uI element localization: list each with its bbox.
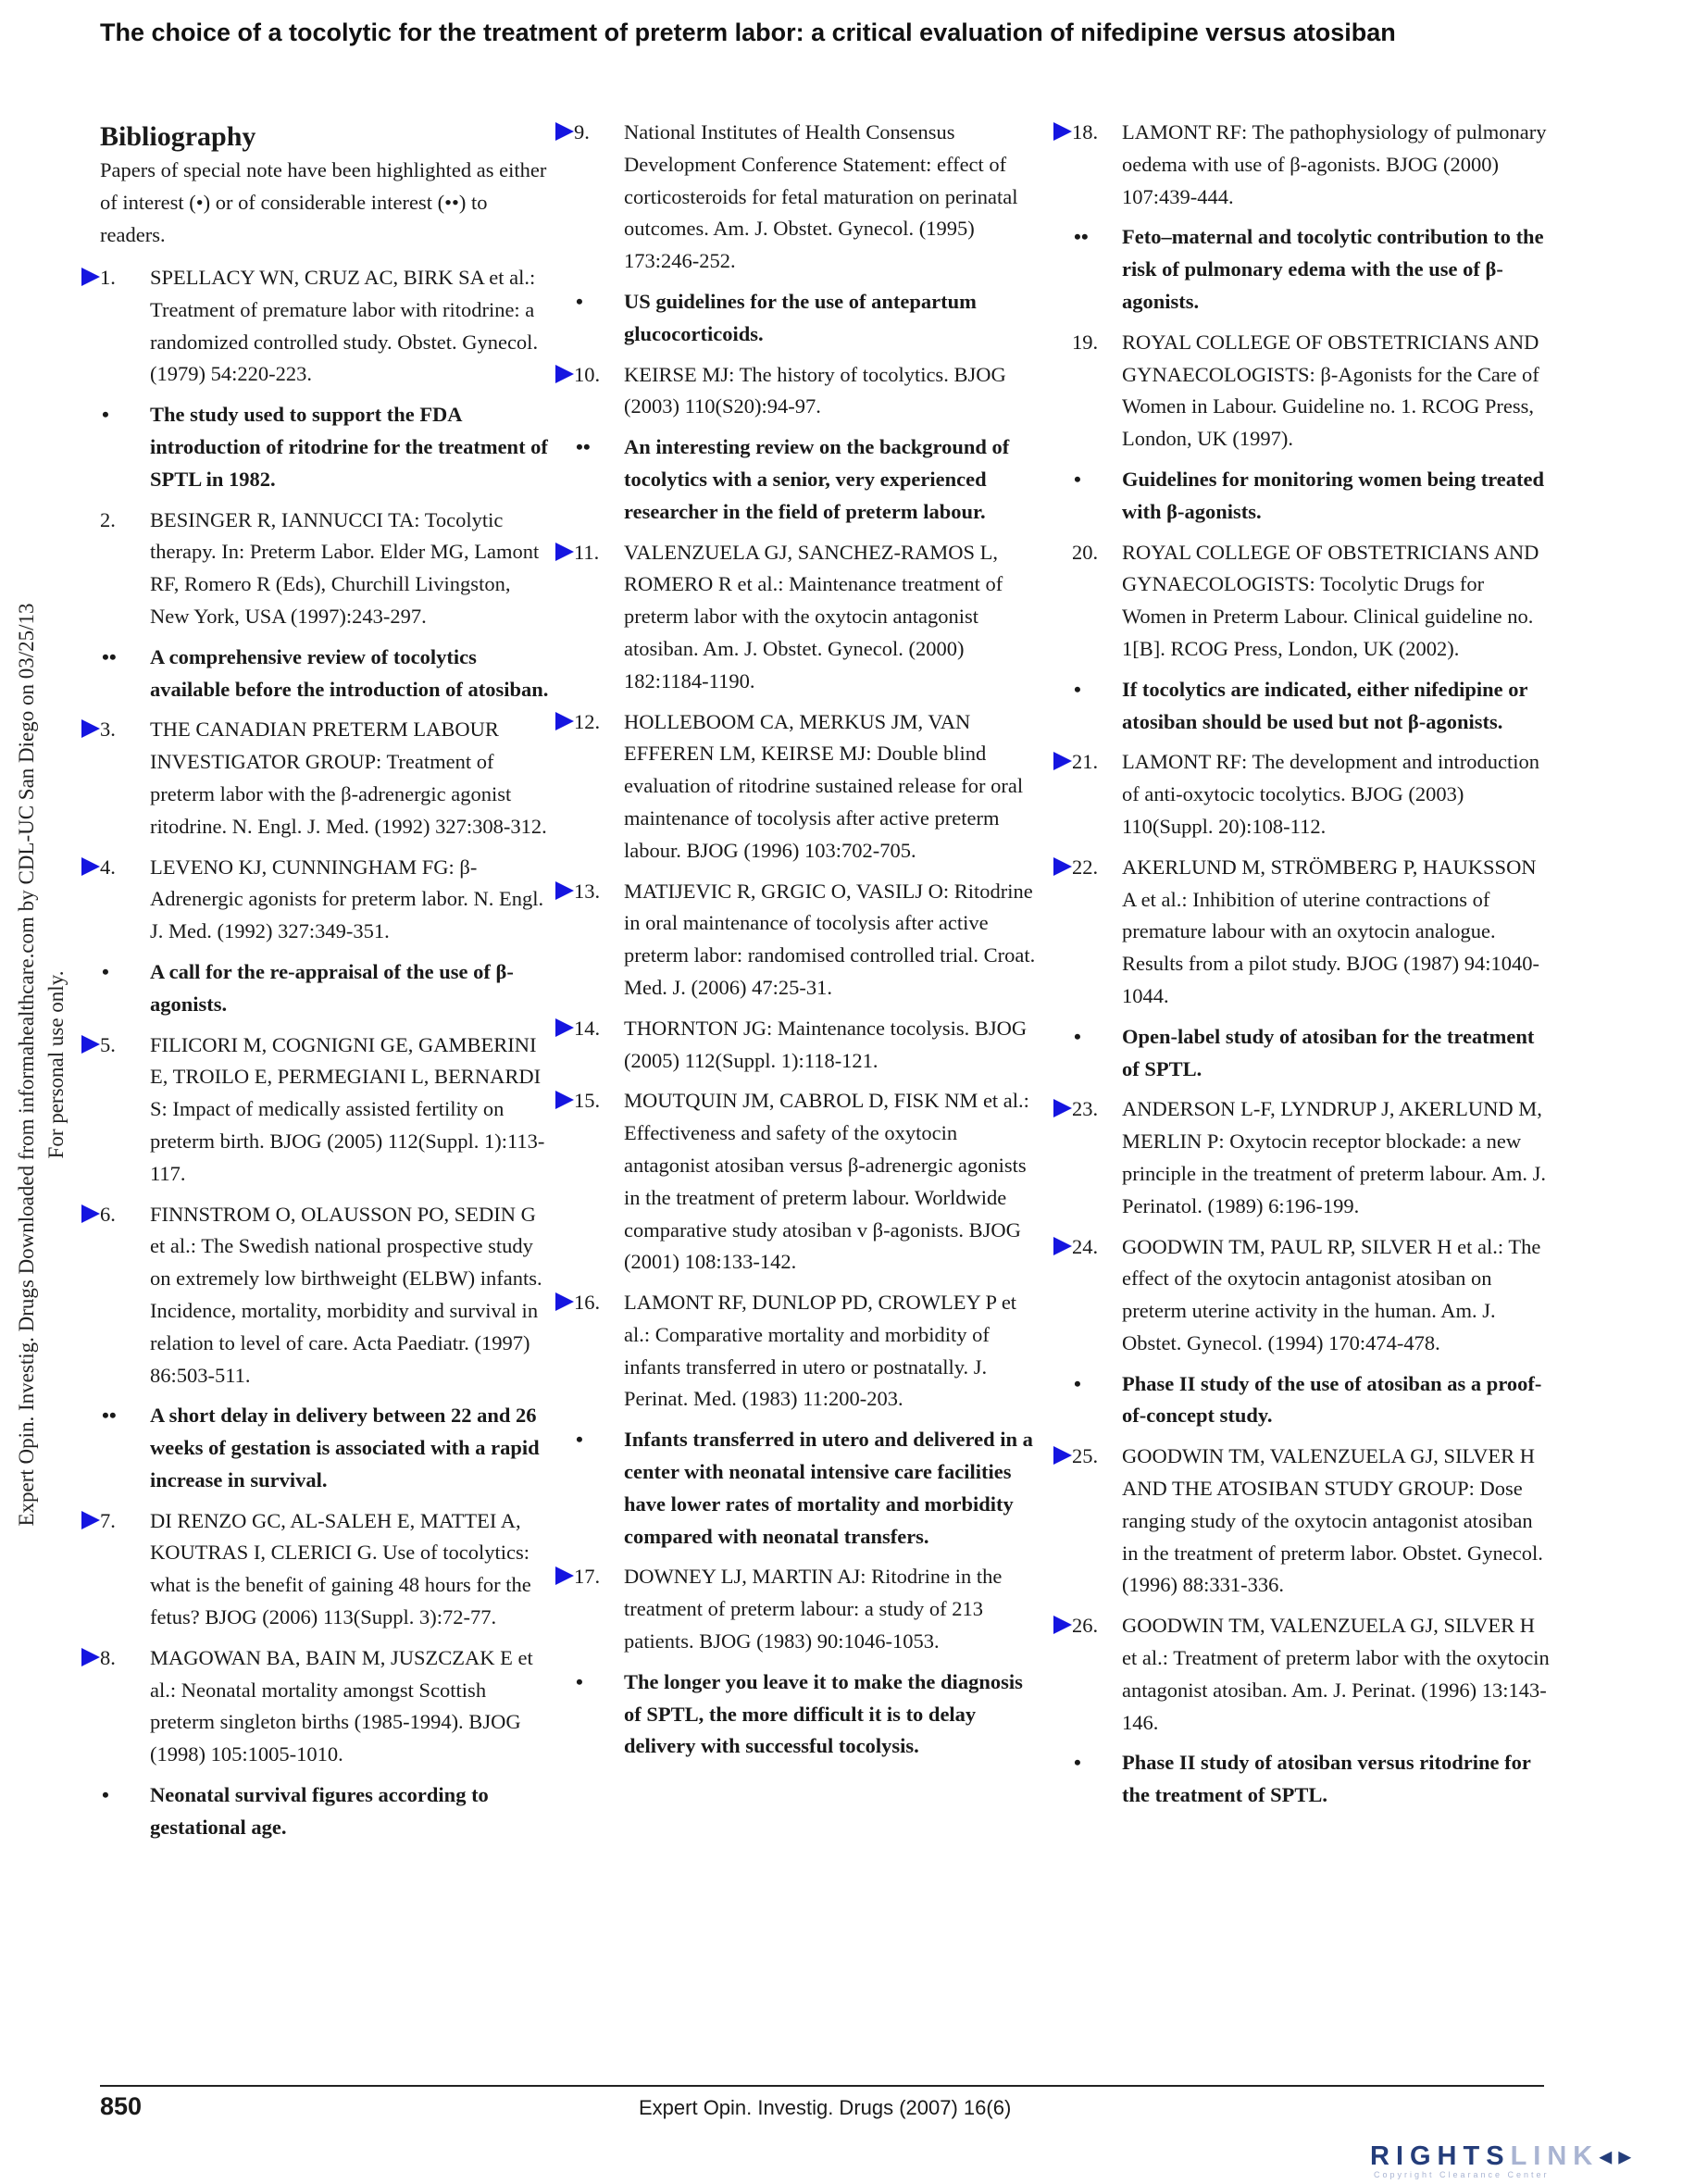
reference-link-arrow-icon[interactable] [555, 1292, 574, 1311]
reference-link-arrow-icon[interactable] [555, 1091, 574, 1109]
reference-citation: LEVENO KJ, CUNNINGHAM FG: β-Adrenergic agonists for preterm labor. N. Engl. J. Med. (1992) 327:349-351. [150, 855, 544, 943]
bibliography-column-3 [1072, 117, 1550, 1820]
interest-marker: • [1074, 467, 1081, 491]
reference-number-label: 14. [574, 1016, 601, 1040]
annotation-text: Feto–maternal and tocolytic contribution to the risk of pulmonary edema with the use of β-agonists. [1122, 225, 1544, 313]
reference-citation: DI RENZO GC, AL-SALEH E, MATTEI A, KOUTRAS I, CLERICI G. Use of tocolytics: what is the benefit of gaining 48 hours for the fetus? BJOG (2006) 113(Suppl. 3):72-77. [150, 1508, 531, 1629]
reference-entry [574, 1561, 1041, 1657]
reference-number-label: 18. [1072, 120, 1099, 144]
reference-number-label: 24. [1072, 1234, 1099, 1258]
reference-annotation [1072, 1368, 1550, 1433]
reference-citation: GOODWIN TM, VALENZUELA GJ, SILVER H AND THE ATOSIBAN STUDY GROUP: Dose ranging study of the oxytocin antagonist atosiban in the treatment of preterm labor. Obstet. Gynecol. (1996) 88:331-336. [1122, 1444, 1543, 1597]
reference-link-arrow-icon[interactable] [555, 881, 574, 900]
reference-entry [574, 359, 1041, 424]
bibliography-heading: Bibliography [100, 121, 256, 152]
reference-entry [100, 1505, 550, 1634]
reference-citation: DOWNEY LJ, MARTIN AJ: Ritodrine in the treatment of preterm labour: a study of 213 patients. BJOG (1983) 90:1046-1053. [624, 1565, 1003, 1654]
reference-citation: MATIJEVIC R, GRGIC O, VASILJ O: Ritodrine in oral maintenance of tocolysis after active preterm labor: randomised controlled trial. Croat. Med. J. (2006) 47:25-31. [624, 879, 1036, 999]
reference-citation: FINNSTROM O, OLAUSSON PO, SEDIN G et al.: The Swedish national prospective study on extremely low birthweight (ELBW) infants. Incidence, mortality, morbidity and survival in relation to level of care. Acta Paediatr. (1997) 86:503-511. [150, 1202, 542, 1387]
reference-number-label: 1. [100, 266, 116, 289]
reference-entry [100, 1030, 550, 1191]
reference-number-label: 13. [574, 879, 601, 903]
reference-number-label: 20. [1072, 540, 1099, 564]
reference-annotation [1072, 1747, 1550, 1812]
annotation-text: Neonatal survival figures according to gestational age. [150, 1783, 489, 1839]
reference-entry [1072, 537, 1550, 666]
reference-entry [100, 1199, 550, 1392]
reference-number-label: 2. [100, 507, 116, 531]
reference-link-arrow-icon[interactable] [555, 1566, 574, 1585]
reference-link-arrow-icon[interactable] [555, 122, 574, 141]
annotation-text: Open-label study of atosiban for the treatment of SPTL. [1122, 1024, 1535, 1080]
reference-citation: GOODWIN TM, VALENZUELA GJ, SILVER H et al.: Treatment of preterm labor with the oxytocin antagonist atosiban. Am. J. Perinat. (1996) 13:143-146. [1122, 1614, 1550, 1734]
reference-entry [1072, 1441, 1550, 1602]
reference-entry [100, 262, 550, 391]
reference-citation: VALENZUELA GJ, SANCHEZ-RAMOS L, ROMERO R et al.: Maintenance treatment of preterm labor with the oxytocin antagonist atosiban. Am. J. Obstet. Gynecol. (2000) 182:1184-1190. [624, 540, 1003, 693]
reference-citation: KEIRSE MJ: The history of tocolytics. BJOG (2003) 110(S20):94-97. [624, 362, 1006, 418]
reference-entry [1072, 1610, 1550, 1739]
page-number: 850 [100, 2092, 143, 2120]
reference-annotation [1072, 221, 1550, 318]
reference-citation: MAGOWAN BA, BAIN M, JUSZCZAK E et al.: Neonatal mortality amongst Scottish preterm singleton births (1985-1994). BJOG (1998) 105:1005-1010. [150, 1645, 533, 1766]
reference-entry [100, 1642, 550, 1771]
reference-citation: LAMONT RF, DUNLOP PD, CROWLEY P et al.: Comparative mortality and morbidity of infants transferred in utero or postnatally. J. Perinat. Med. (1983) 11:200-203. [624, 1291, 1017, 1411]
reference-number-label: 9. [574, 120, 590, 144]
reference-link-arrow-icon[interactable] [555, 543, 574, 561]
reference-entry [574, 1287, 1041, 1416]
reference-entry [574, 117, 1041, 278]
annotation-text: Infants transferred in utero and delivered in a center with neonatal intensive care facilities have lower rates of mortality and morbidity compared with neonatal transfers. [624, 1428, 1033, 1548]
interest-marker: • [102, 403, 109, 427]
reference-citation: BESINGER R, IANNUCCI TA: Tocolytic therapy. In: Preterm Labor. Elder MG, Lamont RF, Romero R (Eds), Churchill Livingston, New York, USA (1997):243-297. [150, 507, 540, 628]
reference-entry [100, 505, 550, 633]
reference-annotation [100, 642, 550, 706]
reference-number-label: 8. [100, 1645, 116, 1669]
reference-link-arrow-icon[interactable] [1053, 1099, 1072, 1117]
reference-citation: AKERLUND M, STRÖMBERG P, HAUKSSON A et al.: Inhibition of uterine contractions of premature labour with an oxytocin analogue. Results from a pilot study. BJOG (1987) 94:1040-1044. [1122, 855, 1540, 1007]
reference-entry [574, 1013, 1041, 1078]
reference-link-arrow-icon[interactable] [555, 365, 574, 383]
annotation-text: An interesting review on the background of tocolytics with a senior, very experienced researcher in the field of preterm labour. [624, 435, 1010, 523]
reference-link-arrow-icon[interactable] [81, 1648, 100, 1666]
reference-citation: THORNTON JG: Maintenance tocolysis. BJOG (2005) 112(Suppl. 1):118-121. [624, 1016, 1028, 1072]
rightslink-tagline: Copyright Clearance Center [1374, 2170, 1550, 2179]
journal-citation: Expert Opin. Investig. Drugs (2007) 16(6) [639, 2096, 1012, 2119]
reference-citation: ANDERSON L-F, LYNDRUP J, AKERLUND M, MERLIN P: Oxytocin receptor blockade: a new principle in the treatment of preterm labour. Am. J. Perinatol. (1989) 6:196-199. [1122, 1097, 1546, 1217]
reference-annotation [100, 1400, 550, 1496]
bibliography-column-1 [100, 117, 550, 1853]
download-watermark [0, 528, 83, 1602]
annotation-text: Guidelines for monitoring women being treated with β-agonists. [1122, 467, 1545, 523]
reference-citation: THE CANADIAN PRETERM LABOUR INVESTIGATOR GROUP: Treatment of preterm labor with the β-adrenergic agonist ritodrine. N. Engl. J. Med. (1992) 327:308-312. [150, 718, 547, 838]
reference-number-label: 4. [100, 855, 116, 879]
reference-citation: SPELLACY WN, CRUZ AC, BIRK SA et al.: Treatment of premature labor with ritodrine: a randomized controlled study. Obstet. Gynecol. (1979) 54:220-223. [150, 266, 539, 386]
article-title: The choice of a tocolytic for the treatment of preterm labor: a critical evaluation of nifedipine versus atosiban [100, 19, 1396, 46]
reference-number-label: 10. [574, 362, 601, 386]
reference-annotation [574, 1666, 1041, 1763]
reference-number-label: 3. [100, 718, 116, 742]
reference-annotation [574, 431, 1041, 528]
reference-entry [574, 1085, 1041, 1279]
reference-number-label: 22. [1072, 855, 1099, 879]
annotation-text: If tocolytics are indicated, either nifedipine or atosiban should be used but not β-agonists. [1122, 677, 1528, 733]
reference-link-arrow-icon[interactable] [555, 1018, 574, 1037]
reference-link-arrow-icon[interactable] [81, 268, 100, 286]
reference-citation: LAMONT RF: The development and introduction of anti-oxytocic tocolytics. BJOG (2003) 110(Suppl. 20):108-112. [1122, 750, 1539, 838]
reference-link-arrow-icon[interactable] [1053, 1237, 1072, 1255]
annotation-text: A call for the re-appraisal of the use of β-agonists. [150, 959, 514, 1016]
bibliography-intro: Papers of special note have been highlighted as either of interest (•) or of considerable interest (••) to readers. [100, 158, 547, 246]
reference-citation: ROYAL COLLEGE OF OBSTETRICIANS AND GYNAECOLOGISTS: Tocolytic Drugs for Women in Preterm Labour. Clinical guideline no. 1[B]. RCOG Press, London, UK (2002). [1122, 540, 1539, 660]
reference-citation: LAMONT RF: The pathophysiology of pulmonary oedema with use of β-agonists. BJOG (2000) 107:439-444. [1122, 120, 1547, 208]
reference-annotation [574, 1424, 1041, 1553]
reference-number-label: 21. [1072, 750, 1099, 774]
reference-annotation [100, 399, 550, 495]
bibliography-column-2 [574, 117, 1041, 1771]
interest-marker: • [102, 1783, 109, 1807]
reference-citation: MOUTQUIN JM, CABROL D, FISK NM et al.: Effectiveness and safety of the oxytocin antagonist atosiban versus β-adrenergic agonists in the treatment of preterm labour. Worldwide comparative study atosiban v β-agonists. BJOG (2001) 108:133-142. [624, 1089, 1029, 1274]
reference-link-arrow-icon[interactable] [81, 1511, 100, 1529]
reference-annotation [1072, 1021, 1550, 1086]
rightslink-wordmark: RIGHTSLINK [1370, 2141, 1600, 2171]
reference-annotation [1072, 464, 1550, 529]
reference-citation: FILICORI M, COGNIGNI GE, GAMBERINI E, TROILO E, PERMEGIANI L, BERNARDI S: Impact of medically assisted fertility on preterm birth. BJOG (2005) 112(Suppl. 1):113-117. [150, 1032, 545, 1185]
download-note-line2: For personal use only. [44, 970, 68, 1159]
reference-link-arrow-icon[interactable] [1053, 122, 1072, 141]
reference-annotation [100, 956, 550, 1021]
reference-number-label: 23. [1072, 1097, 1099, 1121]
reference-link-arrow-icon[interactable] [81, 857, 100, 876]
reference-annotation [100, 1779, 550, 1844]
reference-link-arrow-icon[interactable] [555, 712, 574, 730]
reference-number-label: 15. [574, 1089, 601, 1113]
annotation-text: The longer you leave it to make the diagnosis of SPTL, the more difficult it is to delay delivery with successful tocolysis. [624, 1669, 1023, 1758]
rightslink-logo[interactable] [1370, 2140, 1694, 2179]
reference-entry [574, 537, 1041, 698]
reference-number-label: 11. [574, 540, 600, 564]
interest-marker: • [1074, 1371, 1081, 1395]
reference-citation: National Institutes of Health Consensus Development Conference Statement: effect of corticosteroids for fetal maturation on perinatal outcomes. Am. J. Obstet. Gynecol. (1995) 173:246-252. [624, 120, 1018, 273]
reference-entry [574, 706, 1041, 867]
annotation-text: A short delay in delivery between 22 and 26 weeks of gestation is associated with a rapid increase in survival. [150, 1404, 540, 1491]
annotation-text: Phase II study of atosiban versus ritodrine for the treatment of SPTL. [1122, 1751, 1531, 1807]
reference-link-arrow-icon[interactable] [81, 1204, 100, 1223]
reference-number-label: 19. [1072, 330, 1099, 354]
reference-entry [1072, 852, 1550, 1013]
reference-link-arrow-icon[interactable] [1053, 752, 1072, 770]
reference-annotation [574, 286, 1041, 351]
reference-entry [1072, 746, 1550, 842]
reference-number-label: 25. [1072, 1444, 1099, 1468]
reference-number-label: 5. [100, 1032, 116, 1056]
reference-entry [100, 852, 550, 948]
interest-marker: • [1074, 677, 1081, 701]
reference-number-label: 17. [574, 1565, 601, 1589]
reference-link-arrow-icon[interactable] [81, 1035, 100, 1054]
annotation-text: US guidelines for the use of antepartum glucocorticoids. [624, 289, 977, 345]
rightslink-arrows-icon: ◂▸ [1599, 2141, 1638, 2170]
interest-marker: •• [102, 1404, 117, 1428]
interest-marker: • [102, 959, 109, 983]
footer-divider [100, 2085, 1544, 2087]
reference-number-label: 12. [574, 709, 601, 733]
reference-entry [1072, 1093, 1550, 1222]
reference-entry [574, 876, 1041, 1005]
interest-marker: • [576, 1428, 583, 1452]
reference-link-arrow-icon[interactable] [1053, 1446, 1072, 1465]
interest-marker: • [1074, 1024, 1081, 1048]
reference-citation: GOODWIN TM, PAUL RP, SILVER H et al.: The effect of the oxytocin antagonist atosiban on preterm uterine activity in the human. Am. J. Obstet. Gynecol. (1994) 170:474-478. [1122, 1234, 1541, 1354]
reference-link-arrow-icon[interactable] [1053, 1616, 1072, 1634]
reference-number-label: 6. [100, 1202, 116, 1226]
reference-number-label: 16. [574, 1291, 601, 1315]
annotation-text: A comprehensive review of tocolytics available before the introduction of atosiban. [150, 644, 549, 701]
annotation-text: The study used to support the FDA introduction of ritodrine for the treatment of SPTL in 1982. [150, 403, 548, 491]
reference-entry [1072, 327, 1550, 456]
reference-entry [100, 714, 550, 842]
reference-link-arrow-icon[interactable] [1053, 857, 1072, 876]
interest-marker: •• [1074, 225, 1089, 249]
reference-entry [1072, 1231, 1550, 1360]
interest-marker: •• [576, 435, 591, 459]
interest-marker: •• [102, 644, 117, 668]
reference-citation: ROYAL COLLEGE OF OBSTETRICIANS AND GYNAECOLOGISTS: β-Agonists for the Care of Women in Labour. Guideline no. 1. RCOG Press, London, UK (1997). [1122, 330, 1539, 451]
interest-marker: • [576, 289, 583, 313]
download-note-line1: Expert Opin. Investig. Drugs Downloaded from informahealthcare.com by CDL-UC San Diego on 03/25/13 [15, 603, 38, 1527]
interest-marker: • [1074, 1751, 1081, 1775]
reference-number-label: 26. [1072, 1614, 1099, 1638]
reference-number-label: 7. [100, 1508, 116, 1532]
reference-entry [1072, 117, 1550, 213]
reference-link-arrow-icon[interactable] [81, 719, 100, 738]
reference-citation: HOLLEBOOM CA, MERKUS JM, VAN EFFEREN LM, KEIRSE MJ: Double blind evaluation of ritodrine sustained release for oral maintenance of tocolysis after active preterm labour. BJOG (1996) 103:702-705. [624, 709, 1024, 862]
annotation-text: Phase II study of the use of atosiban as a proof-of-concept study. [1122, 1371, 1542, 1428]
reference-annotation [1072, 674, 1550, 739]
interest-marker: • [576, 1669, 583, 1693]
